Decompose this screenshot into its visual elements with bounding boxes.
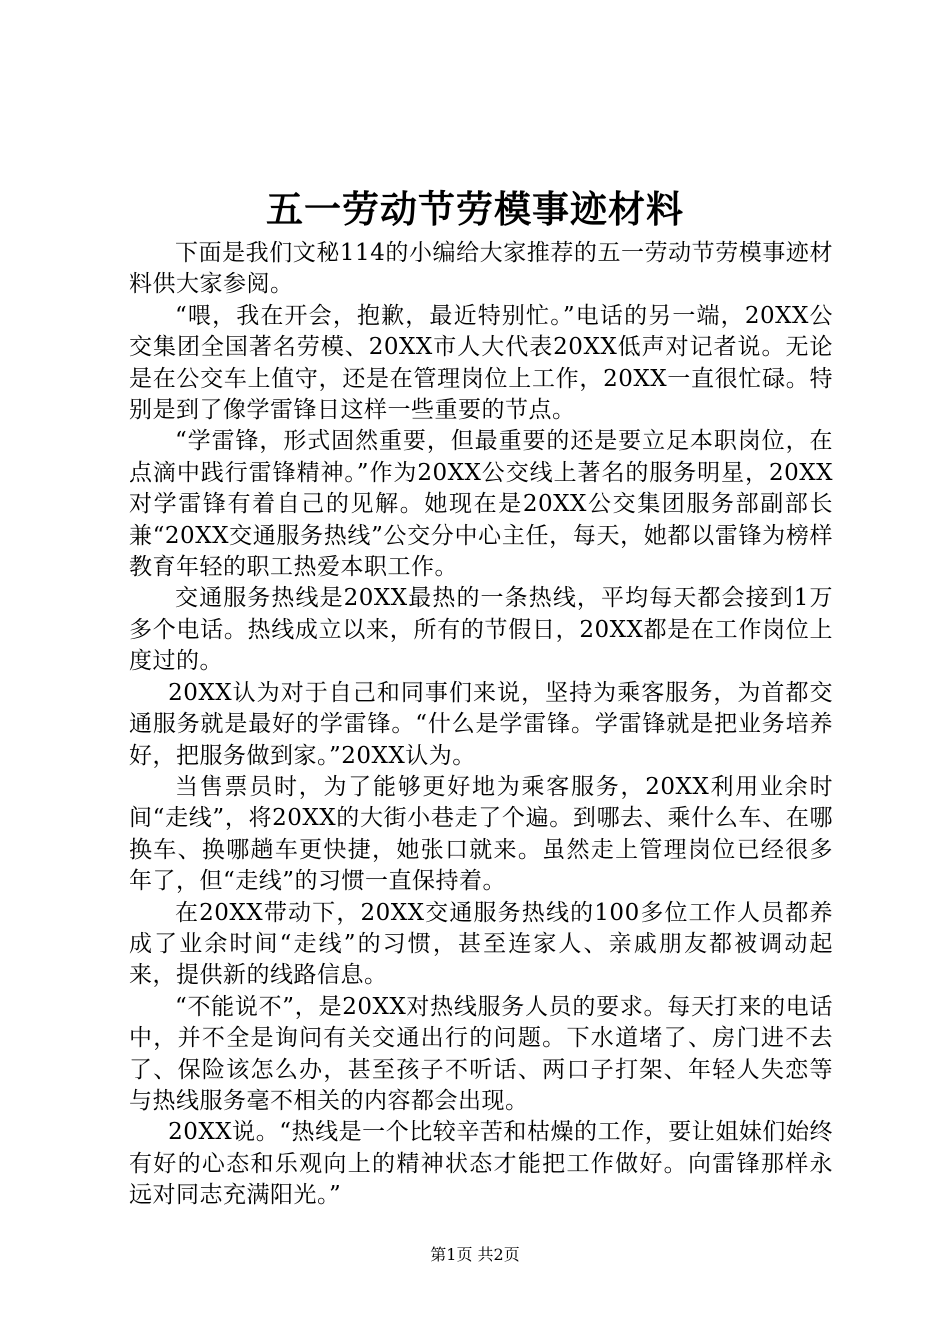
- paragraph: 下面是我们文秘114的小编给大家推荐的五一劳动节劳模事迹材料供大家参阅。: [129, 240, 833, 298]
- paragraph: 20XX认为对于自己和同事们来说，坚持为乘客服务，为首都交通服务就是最好的学雷锋。“什么是学雷锋。学雷锋就是把业务培养好，把服务做到家。”20XX认为。: [129, 679, 833, 769]
- document-body: [129, 238, 833, 1212]
- paragraph: “不能说不”，是20XX对热线服务人员的要求。每天打来的电话中，并不全是询问有关交通出行的问题。下水道堵了、房门进不去了、保险该怎么办，甚至孩子不听话、两口子打架、年轻人失恋等与热线服务毫不相关的内容都会出现。: [129, 993, 833, 1114]
- paragraph: “喂，我在开会，抱歉，最近特别忙。”电话的另一端，20XX公交集团全国著名劳模、20XX市人大代表20XX低声对记者说。无论是在公交车上值守，还是在管理岗位上工作，20XX一直很忙碌。特别是到了像学雷锋日这样一些重要的节点。: [129, 302, 833, 424]
- paragraph: “学雷锋，形式固然重要，但最重要的还是要立足本职岗位，在点滴中践行雷锋精神。”作为20XX公交线上著名的服务明星，20XX对学雷锋有着自己的见解。她现在是20XX公交集团服务部副部长兼“20XX交通服务热线”公交分中心主任，每天，她都以雷锋为榜样教育年轻的职工热爱本职工作。: [129, 428, 833, 581]
- paragraph: 当售票员时，为了能够更好地为乘客服务，20XX利用业余时间“走线”，将20XX的大街小巷走了个遍。到哪去、乘什么车、在哪换车、换哪趟车更快捷，她张口就来。虽然走上管理岗位已经很多年了，但“走线”的习惯一直保持着。: [129, 773, 833, 895]
- document-title: 五一劳动节劳模事迹材料: [266, 187, 684, 231]
- paragraph: 交通服务热线是20XX最热的一条热线，平均每天都会接到1万多个电话。热线成立以来，所有的节假日，20XX都是在工作岗位上度过的。: [129, 585, 833, 675]
- paragraph: 20XX说。“热线是一个比较辛苦和枯燥的工作，要让姐妹们始终有好的心态和乐观向上的精神状态才能把工作做好。向雷锋那样永远对同志充满阳光。”: [129, 1119, 833, 1209]
- page-number-footer: 第1页 共2页: [430, 1245, 520, 1264]
- paragraph: 在20XX带动下，20XX交通服务热线的100多位工作人员都养成了业余时间“走线”的习惯，甚至连家人、亲戚朋友都被调动起来，提供新的线路信息。: [129, 899, 833, 989]
